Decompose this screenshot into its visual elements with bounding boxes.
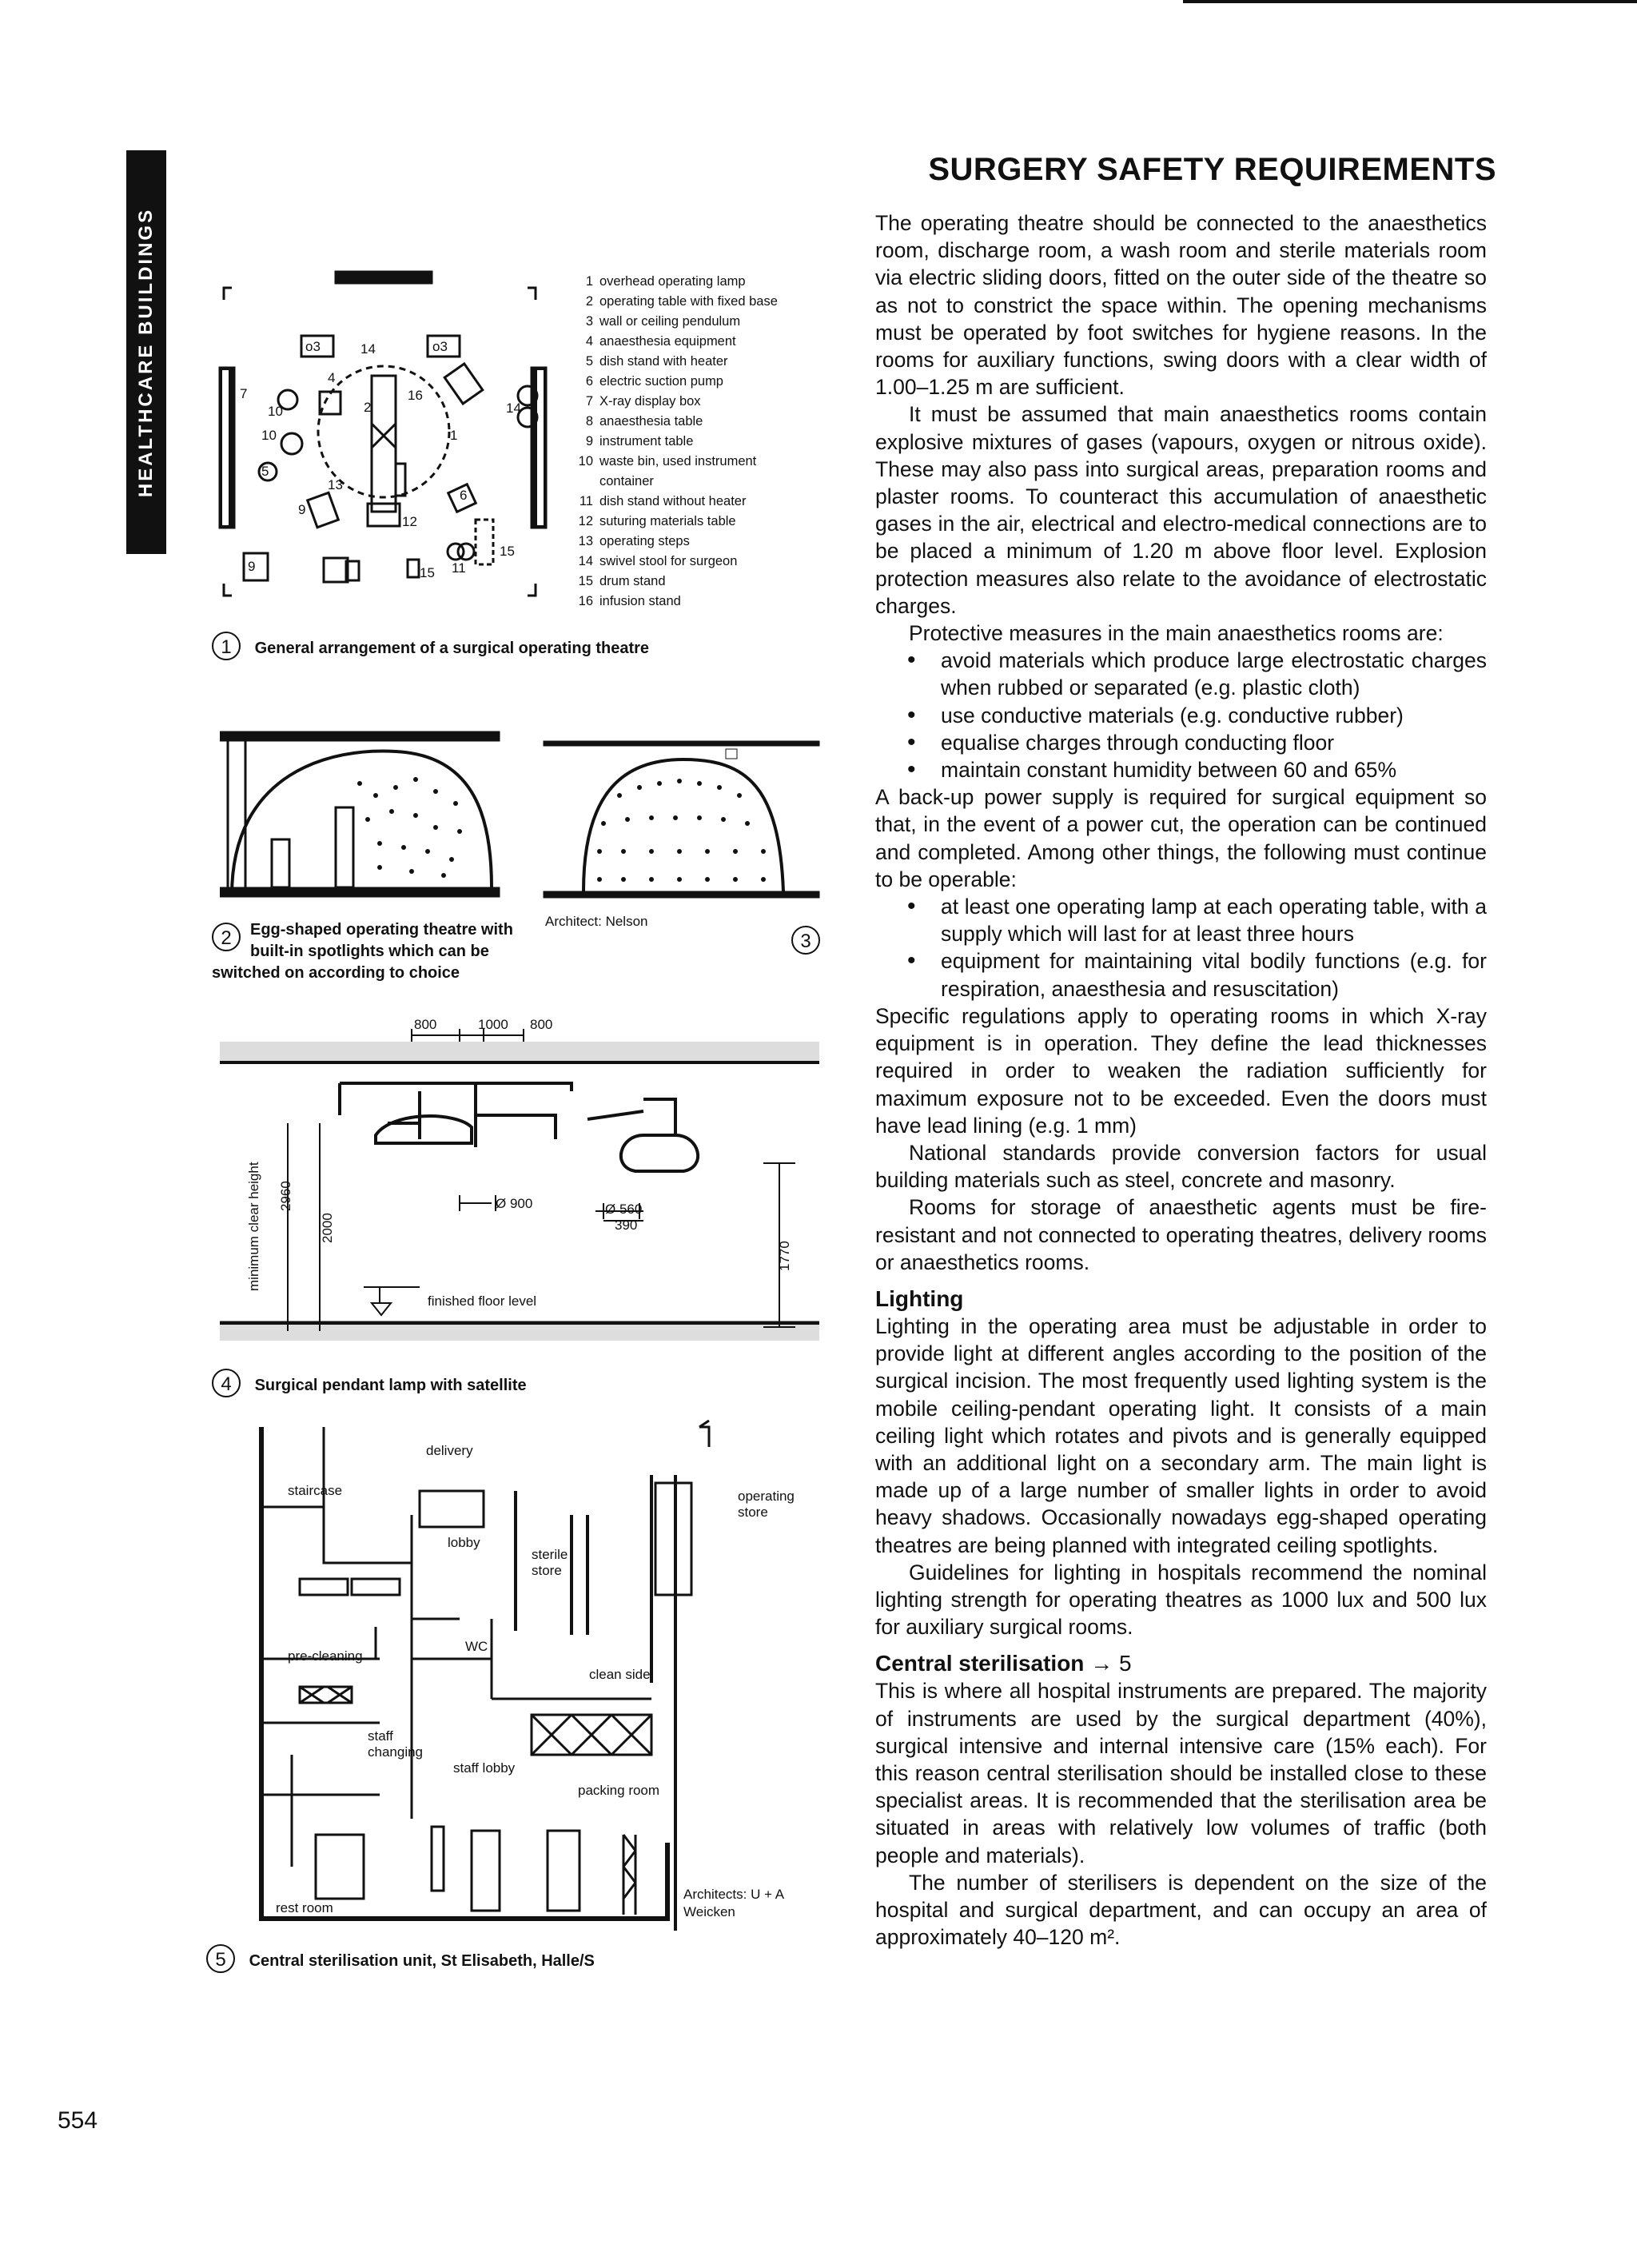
dim-800b: 800 [530,1017,553,1032]
plan-label-14a: 14 [360,341,376,357]
room-clean-side: clean side [589,1667,651,1682]
room-rest: rest room [276,1900,333,1915]
plan-label-6: 6 [460,488,468,503]
room-operating-store: store [738,1505,768,1520]
plan-label-4: 4 [328,370,336,385]
figure-4-caption [212,1369,527,1397]
legend-item: 1 overhead operating lamp [585,274,746,289]
room-packing: packing room [578,1783,660,1798]
figure-1-legend [576,272,778,612]
para-lighting-guidelines: Guidelines for lighting in hospitals recommend the nominal lighting strength for operating theatres as 1000 lux and 500 lux for auxiliary surgical rooms. [875,1560,1487,1640]
para-connection: The operating theatre should be connected to the anaesthetics room, discharge room, a wash room and sterile materials room via electric sliding doors, fitted on the outer side of the theatre so as not to constrict the space within. The opening mechanisms must be operated by foot switches for hygiene reasons. In the rooms for auxiliary functions, swing doors with a clear width of 1.00–1.25 m are sufficient. [875,211,1487,400]
figure-number: 1 [212,632,241,660]
plan-label-16: 16 [408,388,423,403]
plan-label-3a: o3 [305,339,321,354]
legend-item: 4 anaesthesia equipment [585,334,736,349]
figures-2-3-sections [220,723,827,907]
legend-item: 16 infusion stand [578,594,681,608]
figure-2-caption [212,919,524,984]
figure-number: 4 [212,1369,241,1397]
figure-number: 2 [212,923,241,951]
plan-label-5: 5 [261,464,269,479]
room-delivery: delivery [426,1443,473,1458]
plan-label-10a: 10 [268,404,283,419]
plan-label-13: 13 [328,477,343,492]
section-tab-label: HEALTHCARE BUILDINGS [135,207,157,497]
plan-label-1: 1 [450,428,458,443]
figure-4-section [220,1011,827,1355]
clear-height-label: minimum clear height [246,1162,261,1291]
dim-2960: 2960 [278,1181,293,1211]
list-item: • avoid materials which produce large electrostatic charges when rubbed or separated (e.g. plastic cloth) [875,647,1487,701]
article-column [875,209,1487,1951]
dim-2000: 2000 [320,1213,335,1243]
sterilisation-figure-ref: → 5 [1090,1651,1132,1676]
list-item: • equipment for maintaining vital bodily functions (e.g. for respiration, anaesthesia and resuscitation) [875,947,1487,1002]
sterilisation-heading [875,1650,1487,1677]
room-wc: WC [465,1639,488,1654]
legend-item: 5 dish stand with heater [585,354,728,369]
room-staircase: staircase [288,1483,343,1498]
dim-1000: 1000 [478,1017,508,1032]
caption-text: Surgical pendant lamp with satellite [254,1377,527,1394]
legend-item: 14 swivel stool for surgeon [578,554,738,568]
room-lobby: lobby [448,1535,480,1550]
plan-label-3b: o3 [432,339,448,354]
section-tab [126,150,166,554]
dim-800a: 800 [414,1017,437,1032]
list-item: • equalise charges through conducting floor [875,729,1487,756]
figure-5-architects: Architects: U + A [683,1887,785,1902]
plan-label-15b: 15 [500,544,515,559]
figure-1-plan [212,264,564,608]
caption-text: General arrangement of a surgical operating theatre [254,640,650,657]
article-title: SURGERY SAFETY REQUIREMENTS [928,152,1496,187]
legend-item: 11 dish stand without heater [579,494,747,508]
list-item: • at least one operating lamp at each operating table, with a supply which will last for at least three hours [875,893,1487,947]
figure-3-architect: Architect: Nelson [545,914,648,929]
caption-text: Egg-shaped operating theatre with built-in spotlights which can be switched on according to choice [212,921,513,982]
legend-item: 9 instrument table [585,434,694,448]
top-rule [1183,0,1637,3]
legend-item: 15 drum stand [578,574,666,588]
figure-3-caption [791,926,820,955]
room-operating: operating [738,1489,795,1504]
para-storage: Rooms for storage of anaesthetic agents must be fire-resistant and not connected to operating theatres, delivery rooms or anaesthetics rooms. [875,1195,1487,1274]
lighting-heading: Lighting [875,1285,964,1311]
plan-label-15a: 15 [420,565,435,580]
room-sterile: sterile [532,1547,568,1562]
para-xray: Specific regulations apply to operating rooms in which X-ray equipment is in operation. They define the lead thicknesses required in order to weaken the radiation sufficiently for maximum exposure not to be exceeded. Even the doors must have lead lining (e.g. 1 mm) [875,1003,1487,1138]
para-protective: Protective measures in the main anaesthetics rooms are: [909,621,1444,646]
plan-label-11: 11 [452,560,466,576]
dim-900: Ø 900 [496,1196,533,1211]
protective-list [875,647,1487,783]
legend-item: container [599,474,654,488]
room-changing: changing [368,1744,424,1760]
legend-item: 10 waste bin, used instrument [578,454,757,468]
para-anaesthetics: It must be assumed that main anaesthetics rooms contain explosive mixtures of gases (vapours, oxygen or nitrous oxide). These may also pass into surgical areas, preparation rooms and plaster rooms. To counteract this accumulation of anaesthetic gases in the air, electrical and electro-medical connections are to be placed a minimum of 1.20 m above floor level. Explosion protection measures also relate to the avoidance of electrostatic charges. [875,402,1487,618]
para-sterilisation: This is where all hospital instruments are prepared. The majority of instruments are used by the surgical department (40%), surgical intensive and internal intensive care (15% each). For this reason central sterilisation should be installed close to these specialist areas. It is recommended that the sterilisation area be situated in areas with relatively low volumes of traffic (both people and materials). [875,1679,1487,1867]
legend-item: 8 anaesthesia table [585,414,703,428]
plan-label-9b: 9 [248,559,256,574]
page-number: 554 [58,2107,98,2134]
para-lighting: Lighting in the operating area must be adjustable in order to provide light at different angles according to the position of the surgical incision. The most frequently used lighting system is the mobile ceiling-pendant operating light. It consists of a main ceiling light which rotates and pivots and is generally equipped with an additional light on a secondary arm. The main light is made up of a large number of smaller lights in order to avoid heavy shadows. Occasionally nowadays egg-shaped operating theatres are being planned with integrated ceiling spotlights. [875,1313,1487,1557]
para-backup: A back-up power supply is required for surgical equipment so that, in the event of a power cut, the operation can be continued and completed. Among other things, the following must continue to be operable: [875,785,1487,891]
figure-5-plan [252,1419,827,1939]
dim-390: 390 [615,1218,638,1233]
figure-number: 3 [791,926,820,955]
plan-label-2: 2 [364,400,372,415]
room-store: store [532,1563,562,1578]
list-item: • maintain constant humidity between 60 and 65% [875,756,1487,783]
plan-label-10b: 10 [261,428,277,443]
figure-5-architects-name: Weicken [683,1904,735,1919]
plan-label-7: 7 [240,386,248,401]
figure-5-caption [206,1944,595,1973]
backup-list [875,893,1487,1002]
floor-label: finished floor level [428,1293,537,1309]
list-item: • use conductive materials (e.g. conductive rubber) [875,702,1487,729]
plan-label-9a: 9 [298,502,306,517]
para-national: National standards provide conversion factors for usual building materials such as steel, concrete and masonry. [875,1140,1487,1193]
legend-item: 3 wall or ceiling pendulum [585,314,741,329]
legend-item: 7 X-ray display box [585,394,701,409]
plan-label-12: 12 [402,514,417,529]
room-staff-lobby: staff lobby [453,1760,516,1776]
figure-1-caption [212,632,649,660]
para-sterilisers: The number of sterilisers is dependent on the size of the hospital and surgical department, and can occupy an area of approximately 40–120 m². [875,1870,1487,1950]
room-pre-cleaning: pre-cleaning [288,1648,363,1664]
legend-item: 13 operating steps [578,534,690,548]
legend-item: 2 operating table with fixed base [585,294,778,309]
caption-text: Central sterilisation unit, St Elisabeth, Halle/S [249,1952,595,1970]
plan-label-14b: 14 [506,401,521,416]
room-staff: staff [368,1728,393,1744]
figure-number: 5 [206,1944,235,1973]
dim-1770: 1770 [777,1241,792,1271]
dim-560: Ø 560 [605,1202,643,1217]
legend-item: 12 suturing materials table [578,514,736,528]
legend-item: 6 electric suction pump [585,374,723,389]
sterilisation-heading-text: Central sterilisation [875,1651,1085,1676]
